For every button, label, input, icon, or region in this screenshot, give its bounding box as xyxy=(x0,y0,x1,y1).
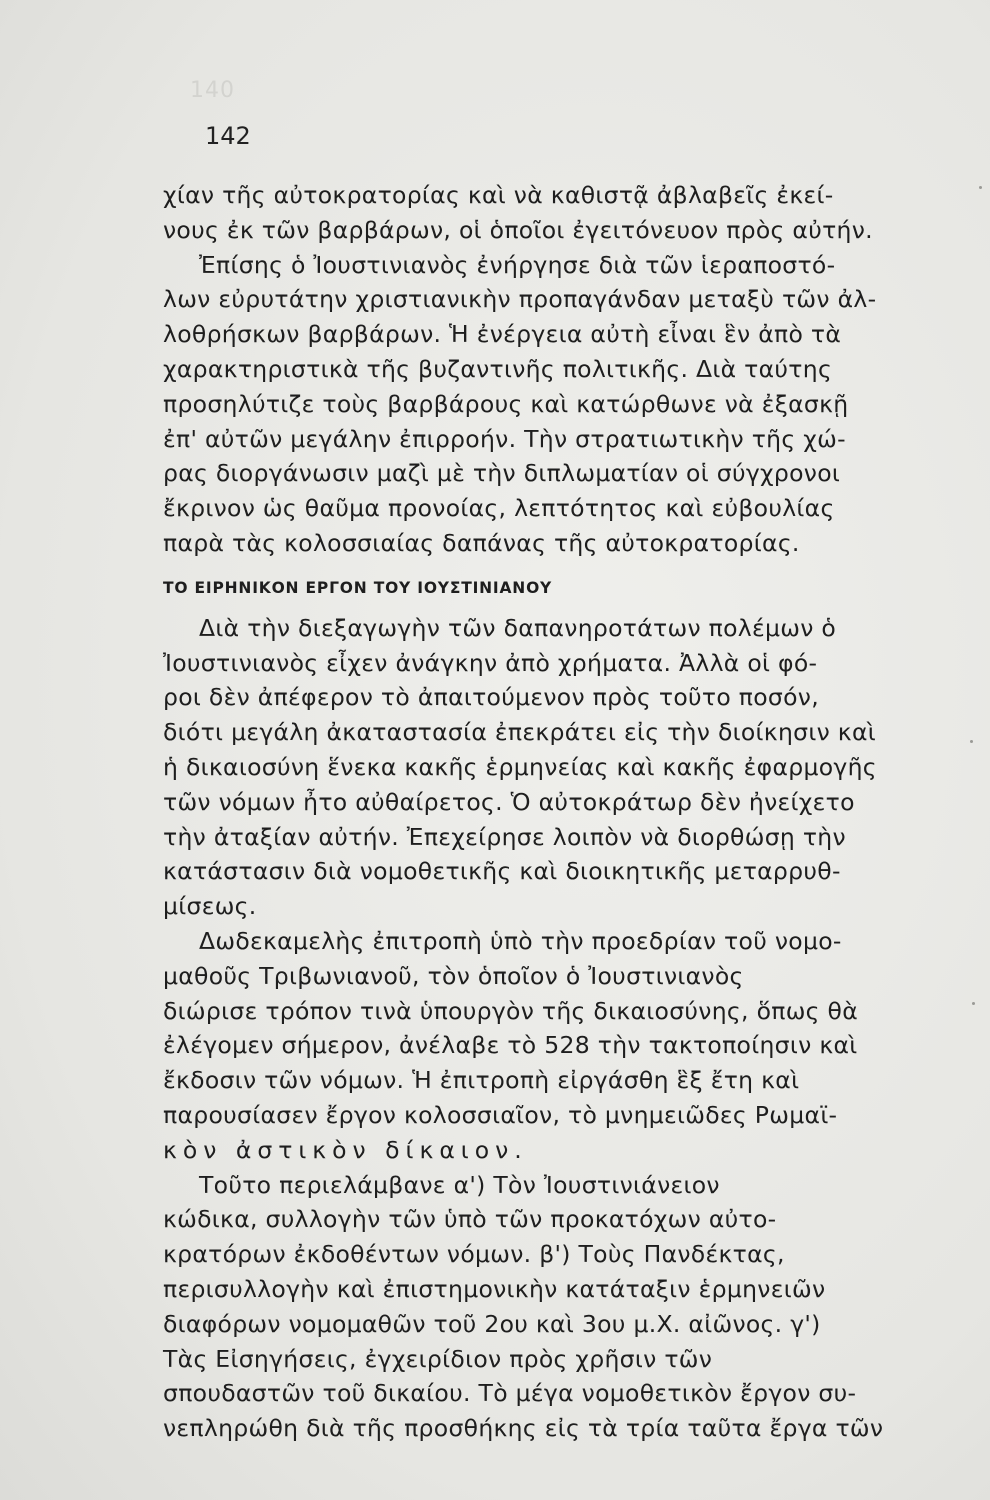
paper-speck xyxy=(972,1002,975,1005)
text-line: ἡ δικαιοσύνη ἕνεκα κακῆς ἑρμηνείας καὶ κακῆς ἐφαρμογῆς xyxy=(163,752,877,781)
text-line: σπουδαστῶν τοῦ δικαίου. Τὸ μέγα νομοθετικὸν ἔργον συ- xyxy=(163,1379,857,1408)
text-line: παρουσίασεν ἔργον κολοσσιαῖον, τὸ μνημειῶδες Ρωμαϊ- xyxy=(163,1100,838,1129)
text-line: ἔκδοσιν τῶν νόμων. Ἡ ἐπιτροπὴ εἰργάσθη ἓξ ἔτη καὶ xyxy=(163,1066,800,1095)
section-heading: ΤΟ ΕΙΡΗΝΙΚΟΝ ΕΡΓΟΝ ΤΟΥ ΙΟΥΣΤΙΝΙΑΝΟΥ xyxy=(163,578,553,597)
text-line: λων εὐρυτάτην χριστιανικὴν προπαγάνδαν μεταξὺ τῶν ἀλ- xyxy=(163,285,877,314)
text-line: ἐλέγομεν σήμερον, ἀνέλαβε τὸ 528 τὴν τακτοποίησιν καὶ xyxy=(163,1031,858,1060)
text-line: διαφόρων νομομαθῶν τοῦ 2ου καὶ 3ου μ.Χ. αἰῶνος. γ') xyxy=(163,1309,821,1338)
text-line: ροι δὲν ἀπέφερον τὸ ἀπαιτούμενον πρὸς τοῦτο ποσόν, xyxy=(163,683,820,712)
body-text xyxy=(163,178,885,1446)
text-line: μίσεως. xyxy=(163,892,257,921)
text-line: χαρακτηριστικὰ τῆς βυζαντινῆς πολιτικῆς. Διὰ ταύτης xyxy=(163,354,833,383)
text-line: τῶν νόμων ἦτο αὐθαίρετος. Ὁ αὐτοκράτωρ δὲν ἠνείχετο xyxy=(163,787,855,816)
bleed-through-page-number: 140 xyxy=(190,78,235,103)
text-line: κώδικα, συλλογὴν τῶν ὑπὸ τῶν προκατόχων αὐτο- xyxy=(163,1205,777,1234)
text-line: ἐπ' αὐτῶν μεγάλην ἐπιρροήν. Τὴν στρατιωτικὴν τῆς χώ- xyxy=(163,424,846,453)
text-line: λοθρήσκων βαρβάρων. Ἡ ἐνέργεια αὐτὴ εἶναι ἓν ἀπὸ τὰ xyxy=(163,320,842,349)
text-line: νους ἐκ τῶν βαρβάρων, οἱ ὁποῖοι ἐγειτόνευον πρὸς αὐτήν. xyxy=(163,215,873,244)
page-number: 142 xyxy=(205,122,251,150)
text-line: νεπληρώθη διὰ τῆς προσθήκης εἰς τὰ τρία ταῦτα ἔργα τῶν xyxy=(163,1414,884,1443)
text-line: κὸν ἀστικὸν δίκαιον. xyxy=(163,1135,528,1164)
text-line: Διὰ τὴν διεξαγωγὴν τῶν δαπανηροτάτων πολέμων ὁ xyxy=(199,613,837,642)
text-line: παρὰ τὰς κολοσσιαίας δαπάνας τῆς αὐτοκρατορίας. xyxy=(163,528,800,557)
text-line: τὴν ἀταξίαν αὐτήν. Ἐπεχείρησε λοιπὸν νὰ διορθώσῃ τὴν xyxy=(163,822,846,851)
text-line: μαθοῦς Τριβωνιανοῦ, τὸν ὁποῖον ὁ Ἰουστινιανὸς xyxy=(163,961,744,990)
text-line: Τοῦτο περιελάμβανε α') Τὸν Ἰουστινιάνειον xyxy=(199,1170,720,1199)
text-line: Δωδεκαμελὴς ἐπιτροπὴ ὑπὸ τὴν προεδρίαν τοῦ νομο- xyxy=(199,926,842,955)
text-line: διώρισε τρόπον τινὰ ὑπουργὸν τῆς δικαιοσύνης, ὅπως θὰ xyxy=(163,996,859,1025)
text-line: Ἰουστινιανὸς εἶχεν ἀνάγκην ἀπὸ χρήματα. Ἀλλὰ οἱ φό- xyxy=(163,648,818,677)
paper-speck xyxy=(970,740,973,743)
text-line: κρατόρων ἐκδοθέντων νόμων. β') Τοὺς Πανδέκτας, xyxy=(163,1240,785,1269)
text-line: Ἐπίσης ὁ Ἰουστινιανὸς ἐνήργησε διὰ τῶν ἱεραποστό- xyxy=(199,250,836,279)
text-line: χίαν τῆς αὐτοκρατορίας καὶ νὰ καθιστᾷ ἀβλαβεῖς ἐκεί- xyxy=(163,181,834,209)
paper-speck xyxy=(979,186,982,189)
text-line: κατάστασιν διὰ νομοθετικῆς καὶ διοικητικῆς μεταρρυθ- xyxy=(163,857,841,886)
text-line: Τὰς Εἰσηγήσεις, ἐγχειρίδιον πρὸς χρῆσιν τῶν xyxy=(163,1344,713,1373)
text-line: ἔκρινον ὡς θαῦμα προνοίας, λεπτότητος καὶ εὐβουλίας xyxy=(163,494,835,523)
text-line: περισυλλογὴν καὶ ἐπιστημονικὴν κατάταξιν ἑρμηνειῶν xyxy=(163,1274,826,1303)
text-line: προσηλύτιζε τοὺς βαρβάρους καὶ κατώρθωνε νὰ ἐξασκῇ xyxy=(163,389,849,418)
text-line: διότι μεγάλη ἀκαταστασία ἐπεκράτει εἰς τὴν διοίκησιν καὶ xyxy=(163,718,876,747)
text-line: ρας διοργάνωσιν μαζὶ μὲ τὴν διπλωματίαν οἱ σύγχρονοι xyxy=(163,459,841,488)
